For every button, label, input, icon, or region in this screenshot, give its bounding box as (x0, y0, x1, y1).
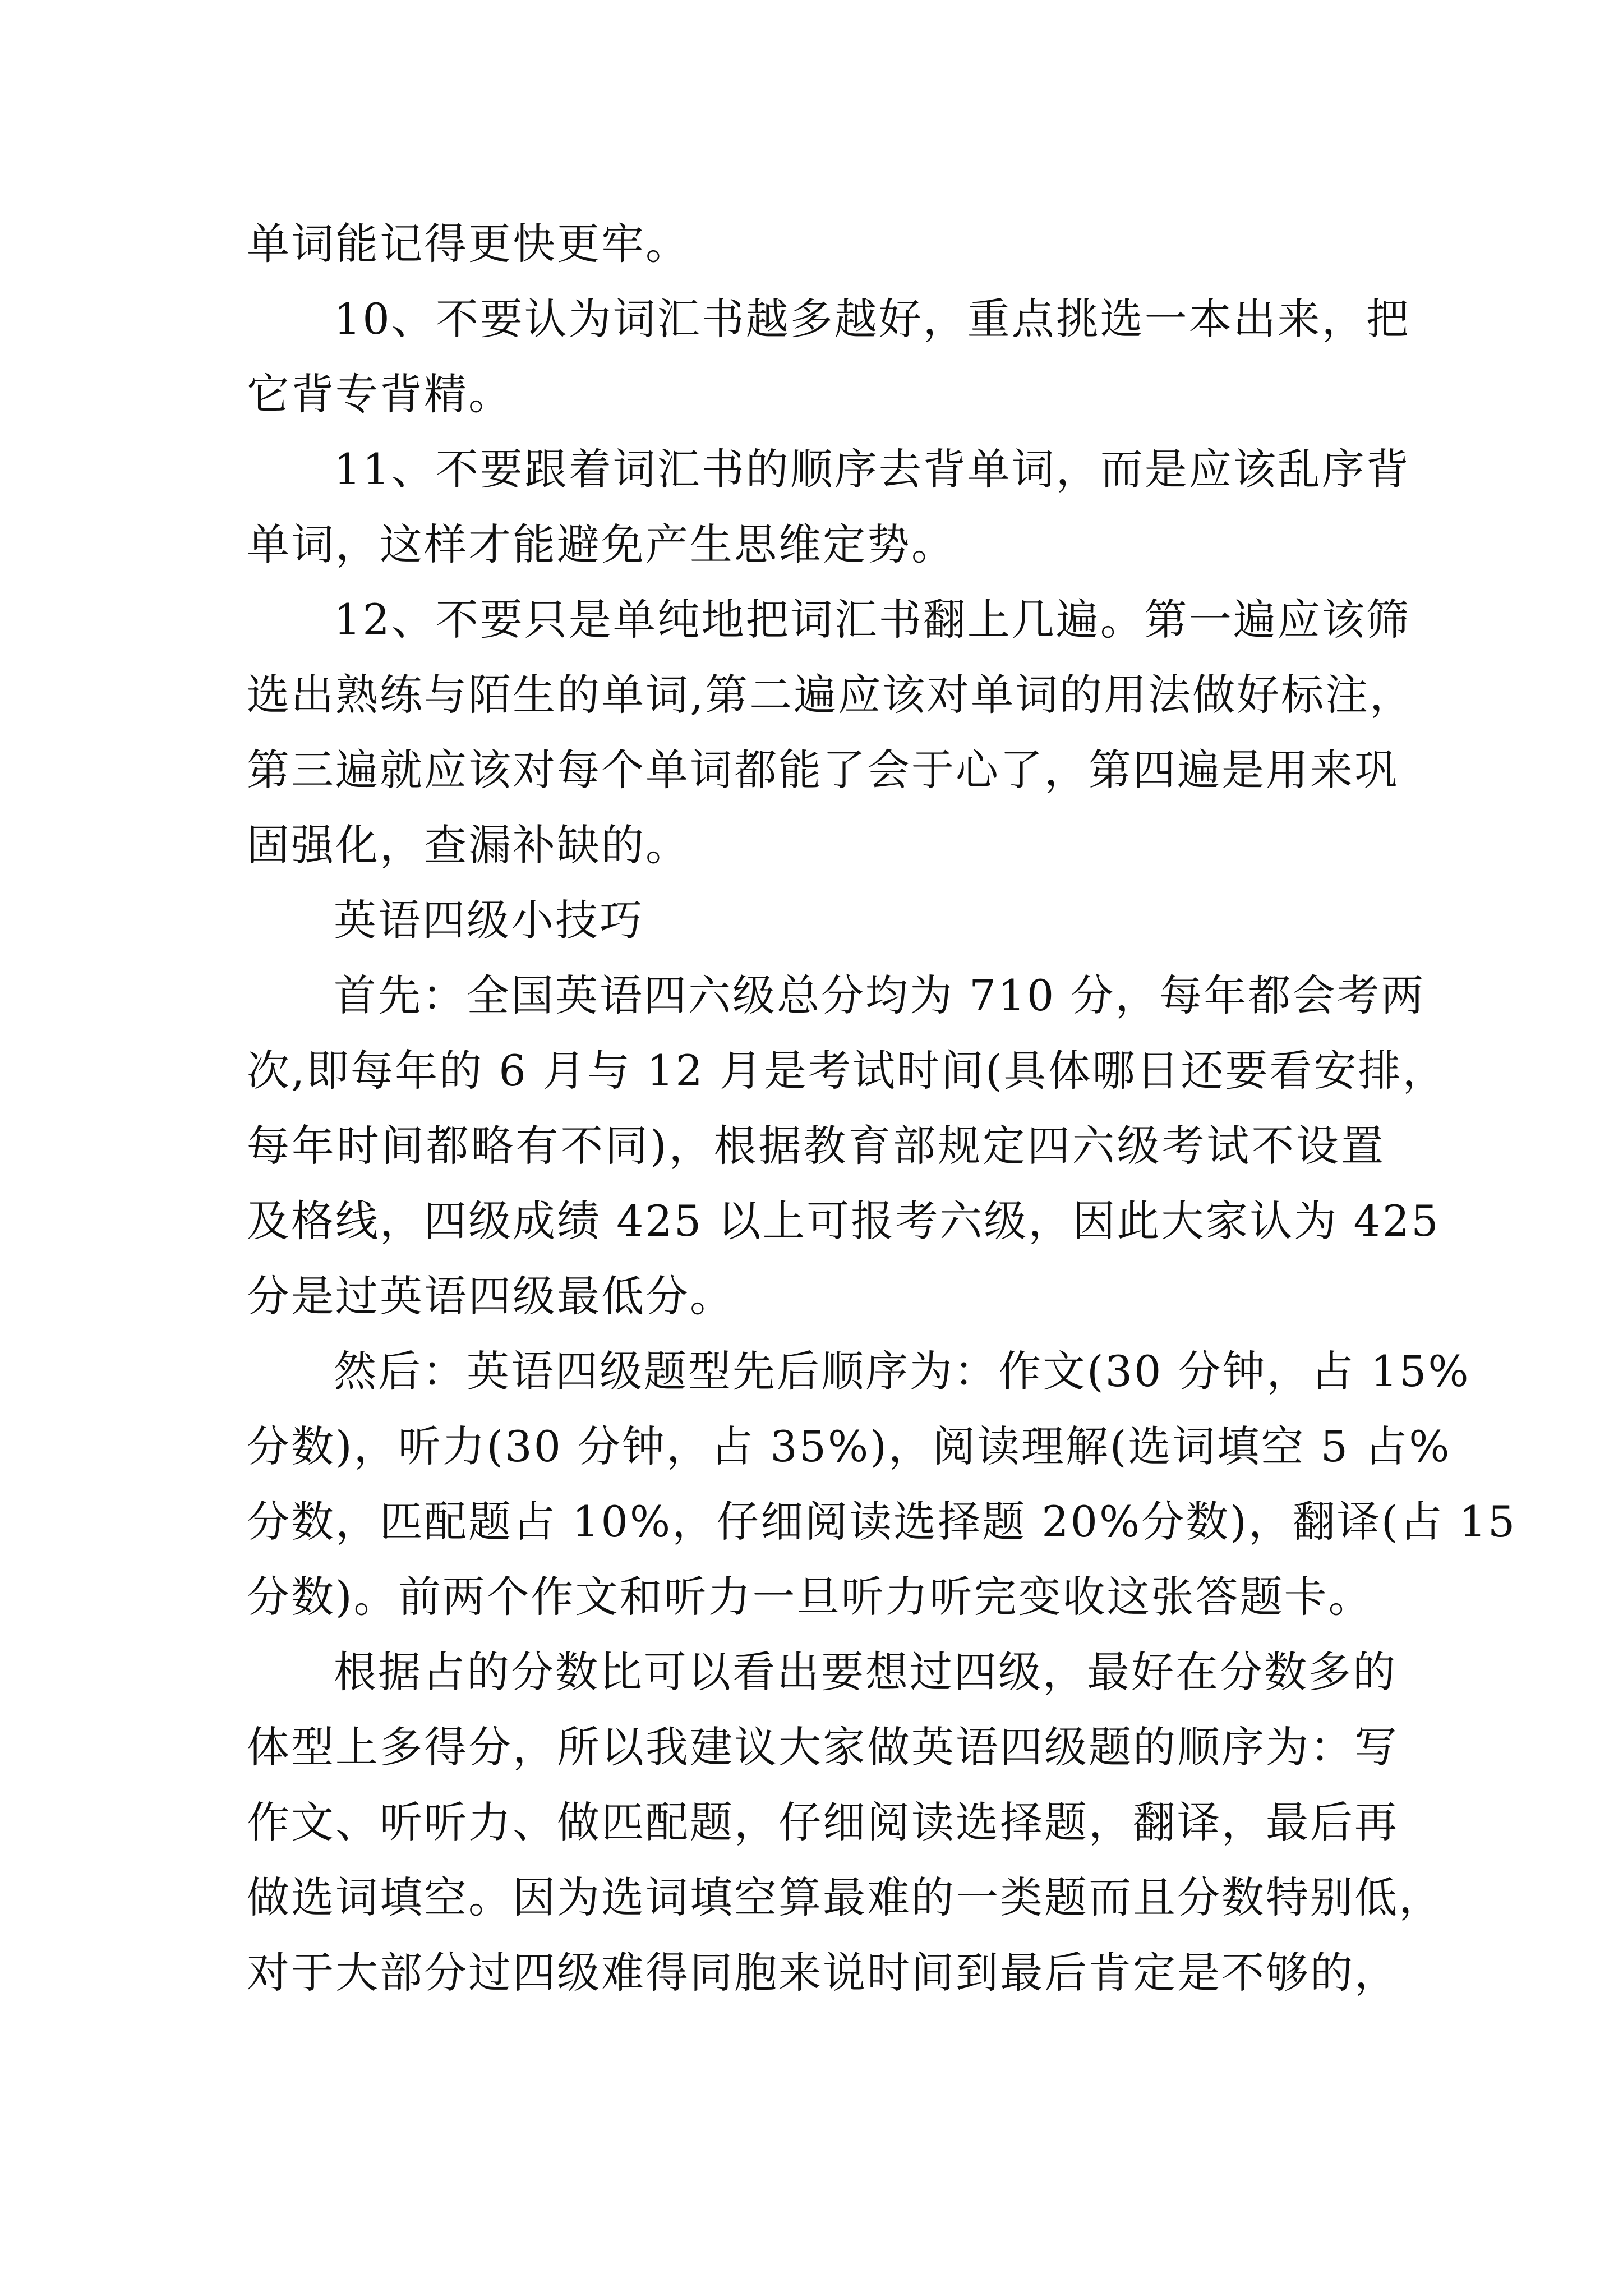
text-line: 及格线，四级成绩 425 以上可报考六级，因此大家认为 425 (247, 1196, 1440, 1246)
text-line: 分是过英语四级最低分。 (247, 1271, 734, 1321)
text-line: 分数)。前两个作文和听力一旦听力听完变收这张答题卡。 (247, 1572, 1373, 1622)
text-line: 分数)，听力(30 分钟，占 35%)，阅读理解(选词填空 5 占% (247, 1421, 1451, 1471)
text-line: 分数，匹配题占 10%，仔细阅读选择题 20%分数)，翻译(占 15 (247, 1497, 1517, 1547)
text-line: 11、不要跟着词汇书的顺序去背单词，而是应该乱序背 (334, 444, 1410, 494)
text-line: 第三遍就应该对每个单词都能了会于心了，第四遍是用来巩 (247, 745, 1399, 795)
text-line: 做选词填空。因为选词填空算最难的一类题而且分数特别低， (247, 1872, 1443, 1922)
text-line: 固强化，查漏补缺的。 (247, 820, 690, 870)
section-heading: 英语四级小技巧 (334, 895, 644, 945)
text-line: 每年时间都略有不同)，根据教育部规定四六级考试不设置 (247, 1121, 1385, 1171)
text-line: 12、不要只是单纯地把词汇书翻上几遍。第一遍应该筛 (334, 595, 1410, 645)
text-line: 对于大部分过四级难得同胞来说时间到最后肯定是不够的， (247, 1948, 1399, 1998)
text-line: 选出熟练与陌生的单词,第二遍应该对单词的用法做好标注， (247, 670, 1414, 720)
text-line: 单词，这样才能避免产生思维定势。 (247, 519, 956, 569)
text-line: 根据占的分数比可以看出要想过四级，最好在分数多的 (334, 1647, 1397, 1697)
text-line: 次,即每年的 6 月与 12 月是考试时间(具体哪日还要看安排， (247, 1046, 1447, 1096)
text-line: 它背专背精。 (247, 369, 513, 419)
text-line: 单词能记得更快更牢。 (247, 219, 690, 269)
text-line: 首先：全国英语四六级总分均为 710 分，每年都会考两 (334, 970, 1426, 1020)
text-line: 体型上多得分，所以我建议大家做英语四级题的顺序为：写 (247, 1722, 1399, 1772)
text-line: 作文、听听力、做匹配题，仔细阅读选择题，翻译，最后再 (247, 1797, 1399, 1847)
text-line: 然后：英语四级题型先后顺序为：作文(30 分钟，占 15% (334, 1346, 1470, 1396)
text-line: 10、不要认为词汇书越多越好，重点挑选一本出来，把 (334, 294, 1410, 344)
